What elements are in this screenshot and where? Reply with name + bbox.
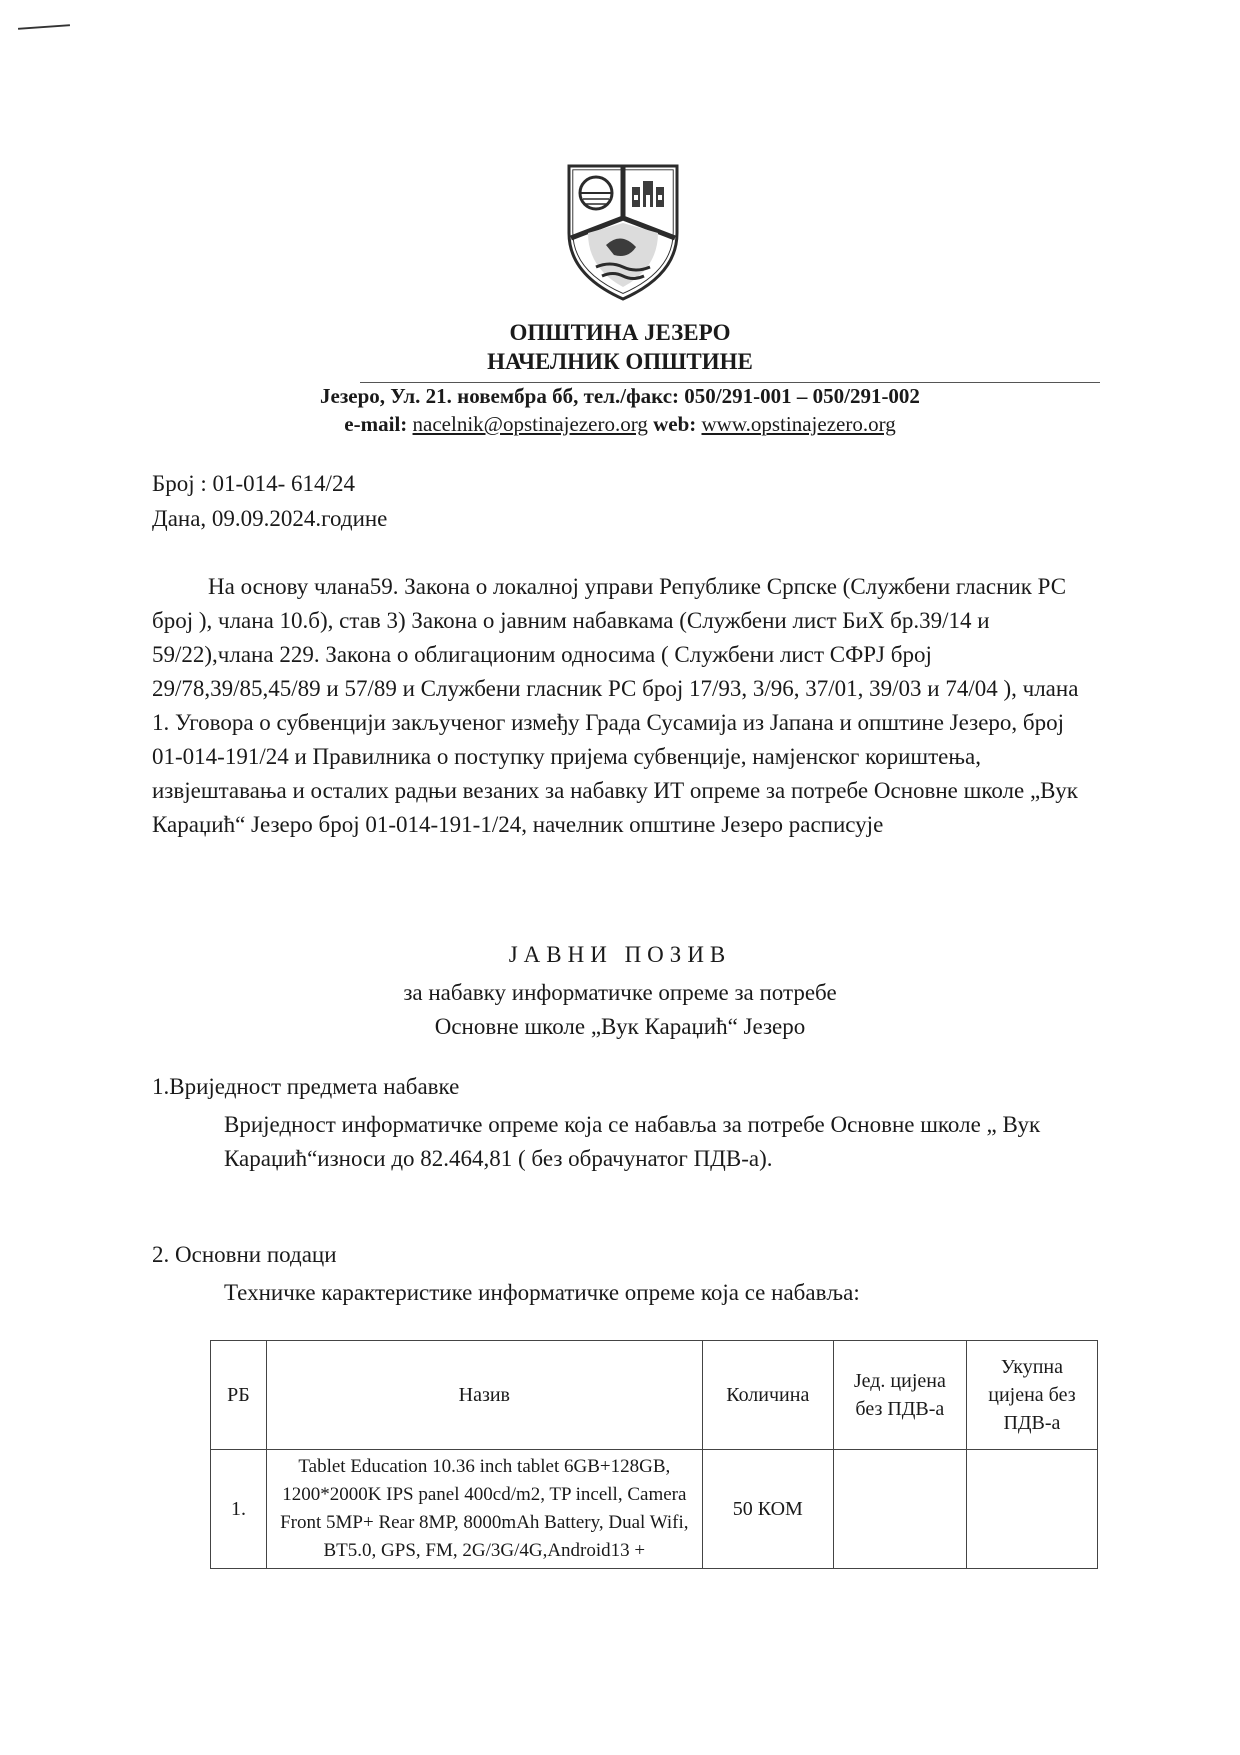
header-unit-price: Јед. цијена без ПДВ-а <box>833 1341 966 1450</box>
section-1-heading: 1.Вриједност предмета набавке <box>152 1074 460 1099</box>
web-label: web: <box>653 412 697 436</box>
office-name: НАЧЕЛНИК ОПШТИНЕ <box>487 349 753 374</box>
email-web-line <box>0 410 1240 438</box>
address-line: Језеро, Ул. 21. новембра бб, тел./факс: 050/291-001 – 050/291-002 <box>320 384 920 408</box>
legal-basis-paragraph: На основу члана59. Закона о локалној управи Републике Српске (Службени гласник РС број ), члана 10.б), став 3) Закона о јавним набавкама (Службени лист БиХ бр.39/14 и 59/22),члана 229. Закона о облигационим односима ( Службени лист СФРЈ број 29/78,39/85,45/89 и 57/89 и Службени гласник РС број 17/93, 3/96, 37/01, 39/03 и 74/04 ), члана 1. Уговора о субвенцији закљученог између Града Сусамија из Јапана и општине Језеро, број 01-014-191/24 и Правилника о поступку пријема субвенције, намјенског кориштења, извјештавања и осталих радњи везаних за набавку ИТ опреме за потребе Основне школе „Вук Караџић“ Језеро број 01-014-191-1/24, начелник општине Језеро расписује <box>152 574 1079 837</box>
header-rb: РБ <box>211 1341 267 1450</box>
header-qty: Количина <box>702 1341 833 1450</box>
contact-block <box>0 382 1240 438</box>
document-date: Дана, 09.09.2024.године <box>152 506 388 531</box>
municipality-coat-of-arms <box>566 163 680 303</box>
public-call-subtitle <box>0 976 1240 1044</box>
document-meta <box>152 466 387 536</box>
municipality-name: ОПШТИНА ЈЕЗЕРО <box>509 320 731 345</box>
header-total-price: Укупна цијена без ПДВ-а <box>966 1341 1097 1450</box>
cell-qty: 50 КОМ <box>702 1450 833 1569</box>
document-header <box>0 318 1240 376</box>
section-2-text: Техничке карактеристике информатичке опреме која се набавља: <box>224 1280 860 1305</box>
scan-mark <box>18 24 70 30</box>
equipment-table <box>210 1340 1098 1569</box>
section-2-heading: 2. Основни подаци <box>152 1242 337 1267</box>
cell-unit-price <box>833 1450 966 1569</box>
web-link[interactable]: www.opstinajezero.org <box>701 412 896 436</box>
email-label: e-mail: <box>344 412 408 436</box>
header-name: Назив <box>266 1341 702 1450</box>
public-call-title: ЈАВНИ ПОЗИВ <box>508 942 732 967</box>
cell-total-price <box>966 1450 1097 1569</box>
email-link[interactable]: nacelnik@opstinajezero.org <box>412 412 648 436</box>
section-1-text: Вриједност информатичке опреме која се набавља за потребе Основне школе „ Вук Караџић“износи до 82.464,81 ( без обрачунатог ПДВ-а). <box>224 1112 1041 1171</box>
subtitle-line-1: за набавку информатичке опреме за потребе <box>403 980 837 1005</box>
subtitle-line-2: Основне школе „Вук Караџић“ Језеро <box>434 1014 806 1039</box>
document-number: Број : 01-014- 614/24 <box>152 471 355 496</box>
cell-name: Tablet Education 10.36 inch tablet 6GB+128GB, 1200*2000K IPS panel 400cd/m2, TP incell, Camera Front 5MP+ Rear 8MP, 8000mAh Battery, Dual Wifi, BT5.0, GPS, FM, 2G/3G/4G,Android13 + <box>266 1450 702 1569</box>
table-row <box>211 1450 1098 1569</box>
cell-rb: 1. <box>211 1450 267 1569</box>
table-header-row <box>211 1341 1098 1450</box>
